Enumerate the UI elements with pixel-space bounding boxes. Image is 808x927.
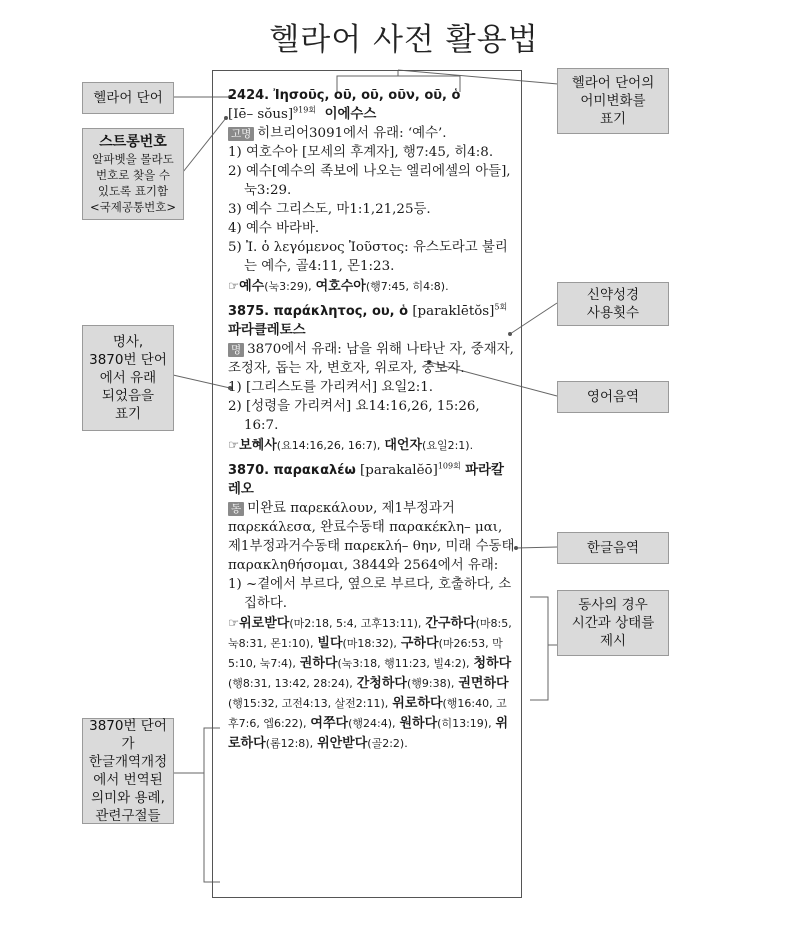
verse-refs: (롬12:8),: [265, 737, 314, 750]
callout-text: 알파벳을 몰라도: [92, 152, 174, 166]
translated-word: 구하다: [400, 636, 439, 651]
translated-word: 권면하다: [458, 676, 509, 691]
entry-3870: [228, 461, 516, 753]
strong-number: 3870.: [228, 463, 270, 478]
translated-word: 위로하다: [392, 696, 443, 711]
callout-text: 한글음역: [586, 540, 640, 556]
pointing-hand-icon: ☞: [228, 278, 240, 293]
definition-item: 1) 여호수아 [모세의 후계자], 행7:45, 히4:8.: [228, 145, 494, 160]
verse-refs: (행24:4),: [348, 717, 396, 730]
definition-item: 4) 예수 바라바.: [228, 221, 320, 236]
verse-refs: (히13:19),: [437, 717, 492, 730]
callout-translated-meanings: [82, 718, 174, 824]
translated-word: 예수: [239, 279, 265, 294]
verse-refs: (눅3:29),: [264, 280, 312, 293]
translated-word: 간구하다: [425, 616, 476, 631]
definition-item: 1) [그리스도를 가리켜서] 요일2:1.: [228, 380, 434, 395]
callout-text: 에서 유래: [99, 370, 157, 386]
callout-text: 있도록 표기함: [97, 184, 169, 198]
verse-refs: (행15:32, 고전4:13, 살전2:11),: [228, 697, 389, 710]
callout-text: 의미와 용례,: [91, 790, 165, 806]
english-transliteration: [Iē– sŏus]: [228, 107, 294, 122]
verse-refs: (마2:18, 5:4, 고후13:11),: [289, 617, 422, 630]
callout-text: 한글개역개정: [88, 754, 168, 770]
page-title: 헬라어 사전 활용법: [269, 22, 539, 58]
callout-text: 에서 번역된: [93, 772, 163, 788]
callout-text: 동사의 경우: [578, 597, 648, 613]
translated-word: 원하다: [399, 716, 438, 731]
greek-word: Ἰησοῦς, οῦ, οῦ, οῦν, οῦ, ὁ: [273, 88, 461, 103]
entry-headword: [228, 461, 516, 499]
definition-item: 2) [성령을 가리켜서] 요14:16,26, 15:26, 16:7.: [228, 399, 480, 433]
callout-word-endings: [557, 68, 669, 134]
entry-3875: [228, 302, 516, 455]
callout-text: 표기: [599, 111, 627, 127]
callout-text: 어미변화를: [580, 93, 646, 109]
verse-refs: (요14:16,26, 16:7),: [276, 439, 381, 452]
definition-item: 1) ~곁에서 부르다, 옆으로 부르다, 호출하다, 소집하다.: [228, 577, 512, 611]
verse-refs: (행8:31, 13:42, 28:24),: [228, 677, 353, 690]
callout-nt-usage: [557, 282, 669, 326]
verse-refs: (요일2:1).: [422, 439, 474, 452]
reference-line: [228, 276, 516, 296]
callout-korean-transliteration: [557, 532, 669, 564]
definition-item: 3) 예수 그리스도, 마1:1,21,25등.: [228, 202, 431, 217]
callout-text: 번호로 찾을 수: [96, 168, 170, 182]
callout-text: 3870번 단어: [89, 352, 167, 368]
korean-transliteration: 이에수스: [324, 107, 377, 122]
origin-text: 3870에서 유래: 남을 위해 나타난 자, 중재자, 조정자, 돕는 자, 변호자, 위로자, 중보자.: [228, 342, 514, 376]
translated-word: 여쭈다: [310, 716, 349, 731]
translated-word: 보혜사: [239, 438, 277, 453]
definition-item: 5) Ἰ. ὁ λεγόμενος Ἰοῦστος: 유스도라고 불리는 예수, 골4:11, 몬1:23.: [228, 240, 508, 274]
callout-text: 표기: [114, 406, 142, 422]
translated-word: 위안받다: [317, 736, 368, 751]
verse-refs: (행16:40, 고후7:6, 엡6:22),: [228, 697, 507, 730]
callout-text: 헬라어 단어의: [571, 75, 655, 91]
part-of-speech-badge: 명: [228, 343, 244, 357]
reference-line: ☞위로받다(마2:18, 5:4, 고후13:11), 간구하다(마8:5, 눅8:31, 몬1:10), 빌다(마18:32), 구하다(마26:53, 막5:10, 눅7:4), 권하다(눅3:18, 행11:23, 빌4:2), 청하다(행8:31, 13:42, 28:24), 간청하다(행9:38), 권면하다(행15:32, 고전4:13, 살전2:11), 위로하다(행16:40, 고후7:6, 엡6:22), 여쭈다(행24:4), 원하다(히13:19), 위로하다(롬12:8), 위안받다(골2:2).: [228, 615, 512, 751]
callout-text: 시간과 상태를: [571, 615, 655, 631]
usage-count: 919회: [293, 105, 317, 115]
callout-heading: 스트롱번호: [99, 134, 167, 150]
verse-refs: (마18:32),: [342, 637, 397, 650]
translated-word: 권하다: [299, 656, 338, 671]
usage-count: 109회: [437, 461, 461, 471]
callout-text: <국제공통번호>: [90, 200, 176, 214]
translated-word: 간청하다: [356, 676, 407, 691]
callout-text: 사용횟수: [586, 305, 640, 321]
callout-text: 제시: [599, 633, 627, 649]
greek-word: παρακαλέω: [273, 463, 356, 478]
callout-english-transliteration: [557, 381, 669, 413]
callout-text: 영어음역: [586, 389, 640, 405]
greek-word: παράκλητος, ου, ὁ: [273, 304, 409, 319]
callout-text: 3870번 단어가: [89, 718, 167, 752]
callout-text: 관련구절들: [95, 808, 161, 824]
verse-refs: (골2:2).: [367, 737, 408, 750]
callout-text: 명사,: [112, 334, 144, 350]
english-transliteration: [paraklētŏs]: [412, 304, 495, 319]
origin-text: 미완료 παρεκάλουν, 제1부정과거 παρεκάλεσα, 완료수동태 παρακέκλη– μαι, 제1부정과거수동태 παρεκλή– θην, 미래 수동태 παρακληθήσομαι, 3844와 2564에서 유래:: [228, 501, 515, 573]
strong-number: 2424.: [228, 88, 270, 103]
verse-refs: (눅3:18, 행11:23, 빌4:2),: [337, 657, 470, 670]
part-of-speech-badge: 동: [228, 502, 244, 516]
korean-transliteration: 파라클레토스: [228, 323, 306, 338]
translated-word: 여호수아: [315, 279, 366, 294]
usage-count: 5회: [494, 302, 508, 312]
translated-word: 대언자: [384, 438, 423, 453]
translated-word: 빌다: [317, 636, 343, 651]
callout-text: 헬라어 단어: [93, 90, 163, 106]
translated-word: 위로하다: [228, 716, 509, 751]
reference-line: [228, 435, 516, 455]
korean-transliteration: 파라칼레오: [228, 463, 504, 497]
pointing-hand-icon: ☞: [228, 437, 240, 452]
entry-2424: [228, 86, 516, 296]
callout-strong-number: [82, 128, 184, 220]
verse-refs: (마8:5, 눅8:31, 몬1:10),: [228, 617, 512, 650]
entry-headword: [228, 302, 516, 340]
callout-noun-origin: [82, 325, 174, 431]
callout-verb-tense: [557, 590, 669, 656]
definition-item: 2) 예수[예수의 족보에 나오는 엘리에셀의 아들], 눅3:29.: [228, 164, 511, 198]
verse-refs: (행9:38),: [406, 677, 455, 690]
verse-refs: (마26:53, 막5:10, 눅7:4),: [228, 637, 503, 670]
callout-text: 신약성경: [586, 287, 640, 303]
english-transliteration: [parakalĕō]: [360, 463, 438, 478]
translated-word: 위로받다: [239, 616, 290, 631]
origin-text: 히브리어3091에서 유래: ‘예수’.: [257, 126, 447, 141]
callout-greek-word: [82, 82, 174, 114]
verse-refs: (행7:45, 히4:8).: [365, 280, 449, 293]
callout-text: 되었음을: [101, 388, 155, 404]
part-of-speech-badge: 고명: [228, 127, 254, 141]
entry-headword: [228, 86, 516, 124]
dictionary-entries: [228, 86, 516, 759]
translated-word: 청하다: [473, 656, 512, 671]
strong-number: 3875.: [228, 304, 270, 319]
